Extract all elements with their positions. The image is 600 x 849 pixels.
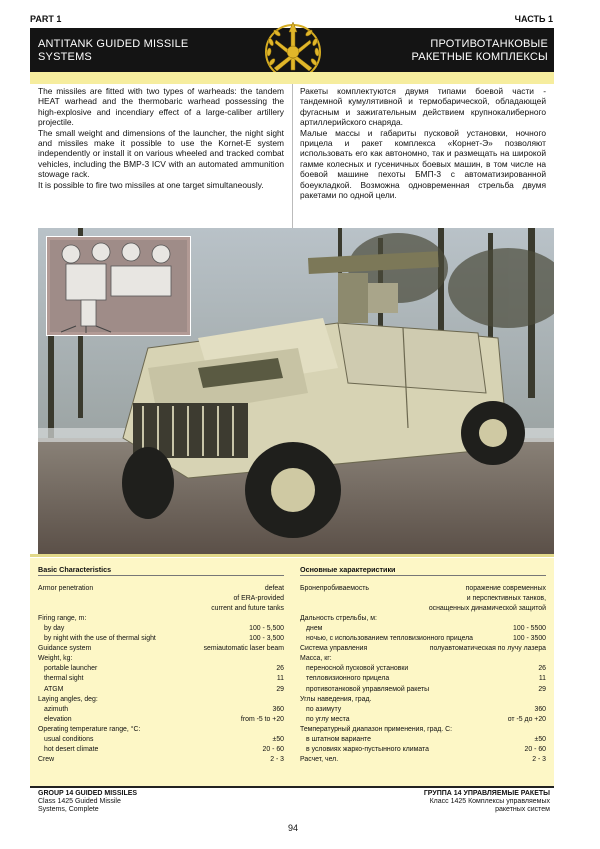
row-value: поражение современных — [465, 585, 546, 592]
row-label: Температурный диапазон применения, град. С: — [300, 725, 452, 733]
intro-en-paragraph-1: The missiles are fitted with two types of warheads: the tandem HEAT warhead and the thermobaric warhead possessing the high-explosive and incendiary effect of a large-caliber artillery projectile. — [38, 86, 284, 128]
row-label: переносной пусковой установки — [306, 665, 409, 673]
footer-class-ru-line2: ракетных систем — [495, 806, 550, 813]
row-label: Weight, kg: — [38, 655, 73, 663]
table-row — [300, 686, 546, 694]
table-row — [300, 625, 546, 633]
row-value: 20 - 60 — [262, 745, 284, 753]
row-value: и перспективных танков, — [466, 595, 546, 603]
row-value: 20 - 60 — [524, 745, 546, 753]
table-row — [300, 665, 546, 673]
table-row — [38, 686, 284, 694]
row-value: 11 — [276, 675, 284, 683]
section-title-en-line2: SYSTEMS — [38, 51, 92, 63]
row-value: 100 - 5,500 — [249, 625, 284, 633]
table-rule-en — [38, 575, 284, 576]
row-value: 2 - 3 — [270, 755, 284, 763]
row-value: 360 — [534, 705, 546, 713]
table-row — [38, 635, 284, 643]
table-row — [300, 645, 546, 653]
table-row — [38, 716, 284, 724]
table-row — [38, 655, 284, 663]
footer-group-ru: ГРУППА 14 УПРАВЛЯЕМЫЕ РАКЕТЫ — [423, 790, 550, 797]
row-value: 11 — [538, 675, 546, 683]
table-row — [38, 605, 284, 613]
table-row — [300, 675, 546, 683]
table-row — [300, 756, 546, 764]
footer-class-en-line2: Systems, Complete — [38, 806, 99, 813]
header-accent-band — [30, 72, 554, 84]
part-label-en: PART 1 — [30, 14, 62, 24]
table-row — [300, 635, 546, 643]
section-title-ru — [411, 38, 548, 64]
intro-text-en — [38, 86, 284, 190]
table-row — [38, 756, 284, 764]
table-row — [38, 585, 284, 593]
table-row — [300, 716, 546, 724]
row-value: current and future tanks — [211, 605, 284, 613]
row-label: в штатном варианте — [306, 735, 371, 743]
table-row — [38, 746, 284, 754]
row-value: 100 - 3500 — [513, 635, 546, 643]
table-row — [300, 726, 546, 734]
row-label: по азимуту — [306, 705, 342, 713]
row-label: Расчет, чел. — [300, 755, 339, 763]
intro-en-paragraph-3: It is possible to fire two missiles at one target simultaneously. — [38, 179, 264, 190]
row-label: ночью, с использованием тепловизионного прицела — [306, 635, 474, 643]
intro-ru-paragraph-2: Малые массы и габариты пусковой установки, ночного прицела и ракет комплекса «Корнет-Э» позволяют использовать его как автономно, так и размещать на широкой гамме колесных и гусеничных боевых машин, в том числе на боевой машине пехоты БМП-3 с автоматизированной боеукладкой. Возможна одновременная стрельба двумя ракетами по одной цели. — [300, 127, 546, 201]
row-value: полуавтоматическая по лучу лазера — [429, 645, 546, 653]
row-label: portable launcher — [44, 665, 98, 673]
footer-rule — [30, 786, 554, 788]
row-value: 29 — [538, 685, 546, 693]
table-row — [300, 696, 546, 704]
footer-class-ru-line1: Класс 1425 Комплексы управляемых — [429, 798, 550, 805]
row-value: 26 — [538, 665, 546, 673]
photo-bottom-stripe — [30, 554, 554, 557]
row-value: 26 — [276, 665, 284, 673]
row-label: тепловизионного прицела — [306, 675, 390, 683]
row-label: elevation — [44, 715, 72, 723]
row-label: usual conditions — [44, 735, 94, 743]
footer-group-en: GROUP 14 GUIDED MISSILES — [38, 790, 138, 797]
table-row — [300, 585, 546, 593]
table-row — [300, 615, 546, 623]
table-row — [38, 615, 284, 623]
launcher-with-thermal-sight-icon — [46, 236, 191, 336]
table-row — [38, 736, 284, 744]
table-row — [38, 706, 284, 714]
row-label: Crew — [38, 755, 55, 763]
row-value: 2 - 3 — [532, 755, 546, 763]
vehicle-photo — [38, 228, 554, 554]
row-label: by night with the use of thermal sight — [44, 635, 156, 643]
row-label: Guidance system — [38, 645, 92, 653]
table-row — [300, 746, 546, 754]
intro-en-paragraph-2: The small weight and dimensions of the launcher, the night sight and missiles make it possible to use the Kornet-E system independently or install it on various wheeled and tracked combat vehicles, including the BMP-3 ICV with an automated ammunition stowage rack. — [38, 127, 284, 180]
intro-text-ru — [300, 86, 546, 200]
row-value: оснащенных динамической защитой — [428, 605, 546, 613]
row-label: Firing range, m: — [38, 615, 87, 623]
column-divider — [292, 84, 293, 228]
row-label: thermal sight — [44, 675, 84, 683]
row-label: by day — [44, 625, 65, 633]
table-row — [38, 595, 284, 603]
table-row — [300, 605, 546, 613]
section-title-en-line1: ANTITANK GUIDED MISSILE — [38, 38, 189, 50]
page-number: 94 — [288, 823, 299, 833]
section-title-ru-line2: РАКЕТНЫЕ КОМПЛЕКСЫ — [411, 51, 548, 63]
table-title-ru: Основные характеристики — [300, 565, 396, 574]
table-row — [300, 706, 546, 714]
footer-classification-ru — [424, 790, 550, 814]
row-label: Дальность стрельбы, м: — [300, 615, 377, 623]
table-row — [38, 625, 284, 633]
footer-class-en-line1: Class 1425 Guided Missile — [38, 798, 121, 805]
row-label: azimuth — [44, 705, 69, 713]
row-value: ±50 — [534, 735, 546, 743]
table-row — [38, 665, 284, 673]
row-label: противотанковой управляемой ракеты — [306, 685, 430, 693]
table-row — [38, 696, 284, 704]
table-row — [38, 726, 284, 734]
table-row — [38, 645, 284, 653]
row-label: Масса, кг: — [300, 655, 332, 663]
row-label: Operating temperature range, °C: — [38, 725, 141, 733]
row-label: Бронепробиваемость — [300, 585, 370, 592]
row-label: по углу места — [306, 715, 350, 723]
row-value: 29 — [276, 685, 284, 693]
row-value: defeat — [264, 585, 284, 592]
table-row — [300, 595, 546, 603]
row-value: 100 - 3,500 — [249, 635, 284, 643]
row-label: Углы наведения, град. — [300, 695, 372, 703]
row-label: Armor penetration — [38, 585, 94, 592]
part-label-ru: ЧАСТЬ 1 — [514, 14, 553, 24]
row-value: from -5 to +20 — [240, 715, 284, 723]
row-value: of ERA-provided — [233, 595, 284, 603]
row-label: Система управления — [300, 645, 368, 653]
table-row — [38, 675, 284, 683]
row-value: semiautomatic laser beam — [203, 645, 284, 653]
section-title-ru-line1: ПРОТИВОТАНКОВЫЕ — [430, 38, 548, 50]
section-title-en — [38, 38, 188, 64]
intro-ru-paragraph-1: Ракеты комплектуются двумя типами боевой части - тандемной кумулятивной и термобарической, обладающей фугасным и зажигательным действием крупнокалиберного артиллерийского снаряда. — [300, 86, 546, 128]
table-row — [300, 655, 546, 663]
row-label: hot desert climate — [44, 745, 99, 753]
row-label: Laying angles, deg: — [38, 695, 98, 703]
row-value: ±50 — [272, 735, 284, 743]
row-label: ATGM — [44, 685, 64, 693]
row-value: от -5 до +20 — [507, 715, 546, 723]
table-row — [300, 736, 546, 744]
footer-classification-en — [38, 790, 137, 814]
row-value: 100 - 5500 — [513, 625, 546, 633]
table-rule-ru — [300, 575, 546, 576]
row-label: в условиях жарко-пустынного климата — [306, 745, 429, 753]
table-title-en: Basic Characteristics — [38, 565, 112, 574]
row-label: днем — [306, 625, 323, 633]
row-value: 360 — [272, 705, 284, 713]
